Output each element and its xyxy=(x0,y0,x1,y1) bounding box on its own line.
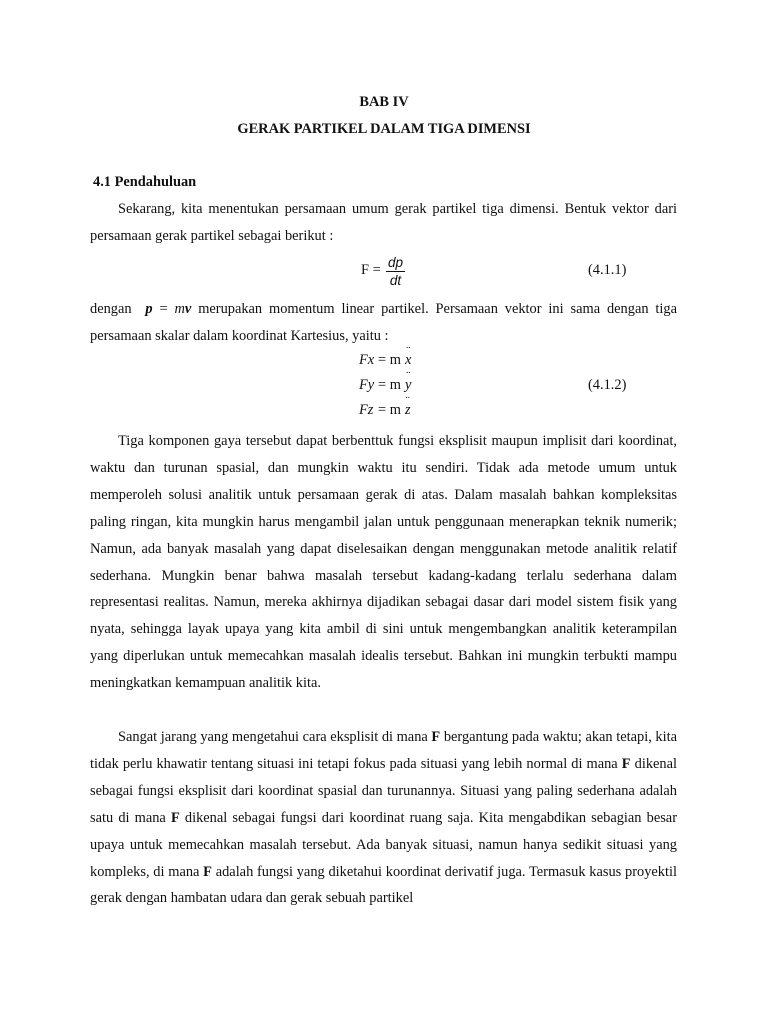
paragraph-force-components: Tiga komponen gaya tersebut dapat berbenttuk fungsi eksplisit maupun implisit dari koordinat, waktu dan turunan spasial, dan mungkin waktu itu sendiri. Tidak ada metode umum untuk memperoleh solusi analitik untuk persamaan gerak di atas. Dalam masalah bahkan kompleksitas paling ringan, kita mungkin harus mengambil jalan untuk penggunaan menerapkan teknik numerik; Namun, ada banyak masalah yang dapat diselesaikan dengan menggunakan metode analitik relatif sederhana. Mungkin benar bahwa masalah tersebut kadang-kadang terlalu sederhana dalam representasi realitas. Namun, mereka akhirnya dijadikan sebagai dasar dari model sistem fisik yang nyata, sehingga layak upaya yang kita ambil di sini untuk mengembangkan analitik keterampilan yang diperlukan untuk memecahkan masalah idealis tersebut. Bahkan ini mungkin terbukti mampu meningkatkan kemampuan analitik kita. xyxy=(90,433,677,692)
chapter-label: BAB IV xyxy=(359,94,409,110)
equation-row-fz xyxy=(0,402,768,426)
eq2-rhs-m-x: = m xyxy=(378,352,401,368)
p4-a: Sangat jarang yang mengetahui cara eksplisit di mana xyxy=(118,729,428,745)
eq2-lhs-fy: Fy xyxy=(359,377,375,393)
eq2-number: (4.1.2) xyxy=(588,377,627,393)
eq2-zddot: ¨ z xyxy=(405,402,411,419)
p4-b: bergantung pada waktu; akan tetapi, kita tidak perlu khawatir tentang situasi ini tetapi fokus pada situasi yang lebih normal di mana xyxy=(90,729,677,772)
eq2-yddot: ¨ y xyxy=(405,377,411,394)
paragraph-intro: Sekarang, kita menentukan persamaan umum gerak partikel tiga dimensi. Bentuk vektor dari persamaan gerak partikel sebagai berikut : xyxy=(90,201,677,244)
eq2-rhs-m-z: = m xyxy=(378,402,401,418)
equation-4-1-1 xyxy=(0,255,768,288)
paragraph-momentum xyxy=(90,296,677,350)
equation-row-fx xyxy=(0,352,768,376)
eq1-denominator: dt xyxy=(389,273,402,288)
equation-row-fy xyxy=(0,377,768,401)
force-f-2: F xyxy=(621,755,631,772)
force-f-4: F xyxy=(203,863,212,880)
p4-c: dikenal sebagai fungsi eksplisit dari koordinat spasial dan turunannya. Situasi yang paling sederhana adalah satu di mana xyxy=(90,755,677,826)
eq1-numerator: dp xyxy=(388,255,404,270)
p2-pre: dengan xyxy=(90,301,132,317)
eq1-lhs: F = xyxy=(361,262,381,278)
paragraph-force-time xyxy=(90,724,677,912)
section-title: 4.1 Pendahuluan xyxy=(93,174,197,190)
eq2-rhs-m-y: = m xyxy=(378,377,401,393)
eq2-xddot: ¨ x xyxy=(405,352,411,369)
p2-post: merupakan momentum linear partikel. Persamaan vektor ini sama dengan tiga persamaan skalar dalam koordinat Kartesius, yaitu : xyxy=(90,301,678,344)
force-f-1: F xyxy=(431,729,441,745)
p4-e: adalah fungsi yang diketahui koordinat derivatif juga. Termasuk kasus proyektil gerak dengan hambatan udara dan gerak sebuah partikel xyxy=(90,863,677,907)
p4-d: dikenal sebagai fungsi dari koordinat ruang saja. Kita mengabdikan sebagian besar upaya untuk memecahkan masalah tersebut. Ada banyak situasi, namun hanya sedikit situasi yang kompleks, di mana xyxy=(90,809,677,880)
eq2-lhs-fx: Fx xyxy=(359,352,375,368)
eq1-fraction xyxy=(386,255,405,290)
eq2-lhs-fz: Fz xyxy=(359,402,374,418)
eq1-number: (4.1.1) xyxy=(588,262,627,278)
mass-m: m xyxy=(174,301,185,317)
velocity-v: v xyxy=(184,301,192,317)
force-f-3: F xyxy=(170,809,180,826)
momentum-p: p xyxy=(145,301,153,317)
chapter-title: GERAK PARTIKEL DALAM TIGA DIMENSI xyxy=(237,121,531,137)
eq-sign: = xyxy=(159,301,168,317)
